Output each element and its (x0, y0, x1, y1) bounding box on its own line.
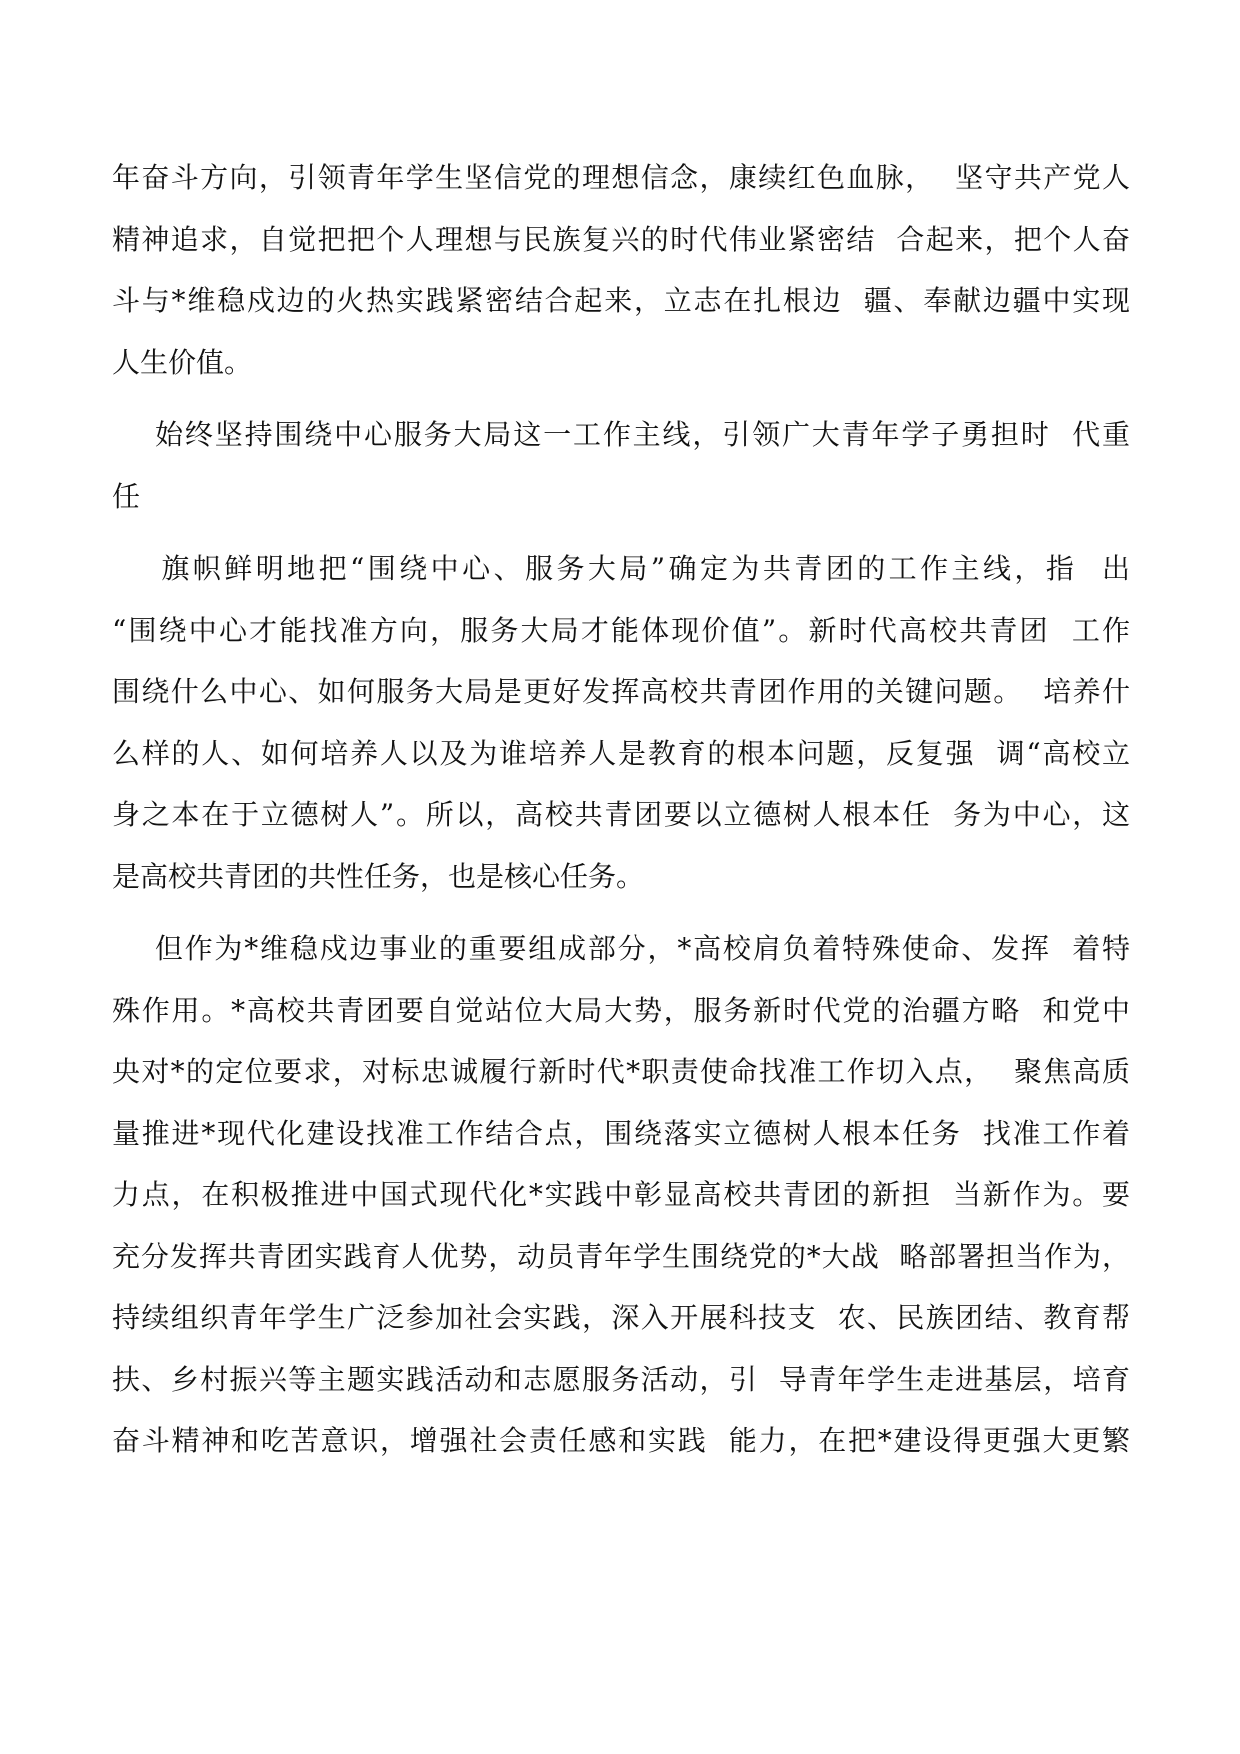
text-line: 殊作用。*高校共青团要自觉站位大局大势，服务新时代党的治疆方略 和党中 (112, 993, 1130, 1027)
text-line: 央对*的定位要求，对标忠诚履行新时代*职责使命找准工作切入点， 聚焦高质 (112, 1055, 1130, 1088)
text-line: 力点，在积极推进中国式现代化*实践中彰显高校共青团的新担 当新作为。要 (112, 1178, 1130, 1211)
text-line: 精神追求，自觉把把个人理想与民族复兴的时代伟业紧密结 合起来，把个人奋 (112, 222, 1130, 256)
text-line: 斗与*维稳戍边的火热实践紧密结合起来，立志在扎根边 疆、奉献边疆中实现 (112, 284, 1130, 317)
paragraph (112, 931, 1130, 1485)
text-line: 围绕什么中心、如何服务大局是更好发挥高校共青团作用的关键问题。 培养什 (112, 675, 1130, 708)
text-line: 持续组织青年学生广泛参加社会实践，深入开展科技支 农、民族团结、教育帮 (112, 1301, 1130, 1334)
paragraph-spacing (112, 406, 1130, 417)
text-line: 奋斗精神和吃苦意识，增强社会责任感和实践 能力，在把*建设得更强大更繁 (112, 1424, 1130, 1457)
paragraph-spacing (112, 920, 1130, 931)
paragraph (112, 417, 1130, 540)
document-body (112, 160, 1130, 1485)
text-line: 身之本在于立德树人”。所以，高校共青团要以立德树人根本任 务为中心，这 (112, 798, 1130, 831)
paragraph-spacing (112, 540, 1130, 551)
text-line: 么样的人、如何培养人以及为谁培养人是教育的根本问题，反复强 调“高校立 (112, 736, 1130, 770)
text-line: 年奋斗方向，引领青年学生坚信党的理想信念，康续红色血脉， 坚守共产党人 (112, 161, 1130, 194)
text-line: 始终坚持围绕中心服务大局这一工作主线，引领广大青年学子勇担时 代重 (112, 418, 1130, 451)
text-line: 扶、乡村振兴等主题实践活动和志愿服务活动，引 导青年学生走进基层，培育 (112, 1362, 1130, 1396)
text-line: “围绕中心才能找准方向，服务大局才能体现价值”。新时代高校共青团 工作 (112, 613, 1130, 647)
text-line: 但作为*维稳戍边事业的重要组成部分，*高校肩负着特殊使命、发挥 着特 (112, 932, 1130, 965)
text-line: 是高校共青团的共性任务，也是核心任务。 (112, 859, 645, 893)
text-line: 旗帜鲜明地把“围绕中心、服务大局”确定为共青团的工作主线，指 出 (112, 552, 1130, 585)
text-line: 任 (112, 479, 141, 513)
paragraph (112, 160, 1130, 406)
text-line: 充分发挥共青团实践育人优势，动员青年学生围绕党的*大战 略部署担当作为， (112, 1239, 1130, 1273)
text-line: 量推进*现代化建设找准工作结合点，围绕落实立德树人根本任务 找准工作着 (112, 1116, 1130, 1150)
paragraph (112, 551, 1130, 920)
text-line: 人生价值。 (112, 345, 253, 379)
